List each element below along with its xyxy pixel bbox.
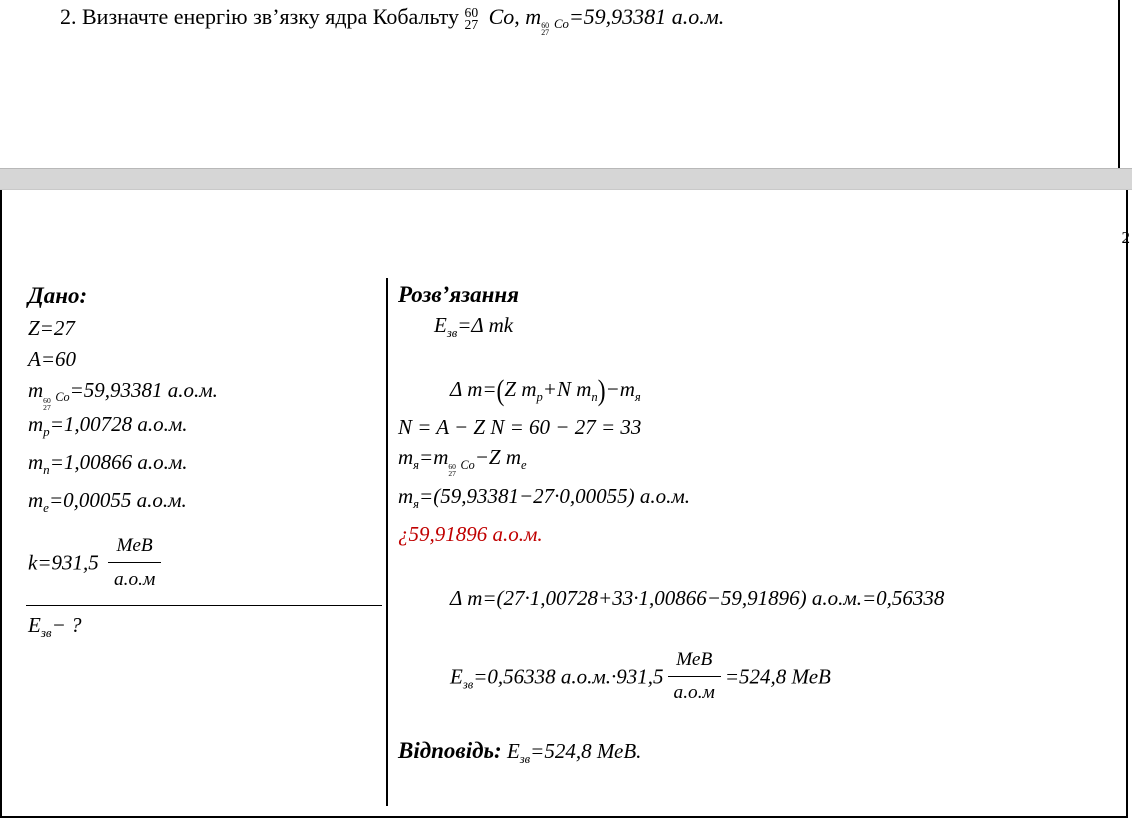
mass-defect-nmn-sub: n xyxy=(591,390,598,405)
given-value-z: Z=27 xyxy=(28,316,75,340)
given-k-fraction xyxy=(108,530,161,595)
close-paren: ) xyxy=(597,375,606,408)
given-find-question: − ? xyxy=(51,613,82,638)
solution-line-mass-defect-formula xyxy=(398,374,1118,412)
given-row-m-p: $m_p=1,00728$ а.о.м. xyxy=(28,412,188,440)
problem-statement-panel xyxy=(0,0,1120,168)
given-solution-divider xyxy=(386,278,388,806)
given-k-numerator: МеВ xyxy=(108,530,161,563)
solution-line-mass-defect-calc: Δ m=(27·1,00728+33·1,00866−59,91896) а.о.м.=0,56338 xyxy=(450,585,945,610)
mass-defect-zmp: Z m xyxy=(504,377,537,402)
given-find-subscript: зв xyxy=(40,625,52,641)
given-title: Дано: xyxy=(28,283,88,308)
nucleus-mass-tail-sub: e xyxy=(521,458,527,473)
answer-symbol-sub: зв xyxy=(519,751,531,766)
nucleus-mass-sub: я xyxy=(413,458,420,473)
solution-title: Розв’язання xyxy=(398,282,520,307)
panel-separator xyxy=(0,168,1132,190)
problem-statement-line xyxy=(60,2,725,38)
energy-calc-fraction xyxy=(668,645,721,708)
energy-frac-numerator: МеВ xyxy=(668,645,721,677)
isotope-notation xyxy=(464,3,488,33)
given-find-symbol: E xyxy=(28,613,41,638)
mass-sub-symbol: Co xyxy=(553,17,569,32)
energy-calc-sub: зв xyxy=(462,677,474,692)
nucleus-iso-charge: 27 xyxy=(448,469,456,479)
nucleus-mass-tail: −Z m xyxy=(474,445,522,470)
energy-calc-body: =0,56338 а.о.м.·931,5 xyxy=(473,664,664,689)
mass-defect-minus-m-sub: я xyxy=(634,390,641,405)
given-row-find xyxy=(28,610,378,648)
mass-defect-minus-m: −m xyxy=(605,377,635,402)
mass-variable: m xyxy=(525,4,542,29)
energy-frac-denominator: а.о.м xyxy=(673,681,715,703)
answer-label: Відповідь: xyxy=(398,737,502,763)
isotope-symbol: Co xyxy=(488,4,515,29)
nucleus-mass-result: ¿59,91896 а.о.м. xyxy=(398,521,543,546)
given-row-a xyxy=(28,344,378,375)
solution-column xyxy=(398,280,1118,774)
energy-calc-tail: =524,8 МеВ xyxy=(724,664,831,689)
solution-line-nucleus-mass-formula xyxy=(398,442,1118,480)
nucleus-mass-symbol: m xyxy=(398,445,414,470)
mass-sub-atomic-number: 27 xyxy=(541,28,550,38)
given-value-a: A=60 xyxy=(28,347,76,371)
nucleus-iso-symbol: Co xyxy=(460,457,475,472)
formula-e-body: =Δ mk xyxy=(457,313,514,337)
answer-value: =524,8 МеВ. xyxy=(530,738,642,763)
formula-e-subscript: зв xyxy=(446,326,458,341)
statement-comma: , xyxy=(514,4,520,29)
formula-e-symbol: E xyxy=(434,313,447,337)
given-k-denominator: а.о.м xyxy=(114,568,156,590)
answer-symbol: E xyxy=(506,738,520,763)
mass-defect-nmn: +N m xyxy=(542,377,592,402)
isotope-mass-number: 60 xyxy=(464,4,479,20)
given-row-m-e: $m_e=0,00055$ а.о.м. xyxy=(28,488,187,516)
solution-panel-left-border xyxy=(0,190,2,818)
given-column xyxy=(28,280,378,648)
nucleus-mass-eq: =m xyxy=(419,445,449,470)
solution-line-neutron-count: N = A − Z N = 60 − 27 = 33 xyxy=(398,415,642,440)
solution-answer-line xyxy=(398,736,1118,774)
nucleus-subst-symbol: m xyxy=(398,483,414,508)
problem-text: Визначте енергію зв’язку ядра Кобальту xyxy=(82,4,460,29)
given-m-co-charge: 27 xyxy=(43,402,51,412)
mass-defect-zmp-sub: p xyxy=(536,390,543,405)
given-k-label: k=931,5 xyxy=(28,549,99,574)
isotope-atomic-number: 27 xyxy=(464,17,479,33)
open-paren: ( xyxy=(496,375,505,408)
given-m-co-subscript xyxy=(43,390,70,412)
mass-sub-mass-number: 60 xyxy=(541,21,550,31)
nucleus-mass-isotope-sub xyxy=(448,457,475,479)
solution-line-binding-energy-formula xyxy=(398,310,1118,348)
mass-subscript-isotope xyxy=(541,17,569,38)
solution-line-nucleus-mass-substitution xyxy=(398,481,1118,519)
solution-line-energy-calc xyxy=(398,647,1118,710)
mass-units: а.о.м. xyxy=(671,4,725,29)
given-row-m-co: m $_{60 27 Co}$=59,93381 а.о.м. xyxy=(28,375,378,409)
edge-page-mark: 2 xyxy=(1121,228,1130,247)
given-row-k xyxy=(28,532,378,597)
given-row-z xyxy=(28,313,378,344)
given-rule xyxy=(26,605,382,607)
energy-calc-symbol: E xyxy=(450,664,463,689)
nucleus-iso-mass: 60 xyxy=(448,462,456,472)
mass-defect-lhs: Δ m= xyxy=(450,377,497,402)
mass-value: =59,93381 xyxy=(568,4,667,29)
solution-line-nucleus-mass-result xyxy=(398,519,1118,549)
given-m-co-mass: 60 xyxy=(43,395,51,405)
nucleus-subst-sub: я xyxy=(413,496,420,511)
given-m-co-symbol: Co xyxy=(55,390,70,405)
problem-number: 2. xyxy=(60,4,77,29)
given-row-m-n: $m_n=1,00866$ а.о.м. xyxy=(28,450,188,478)
nucleus-subst-body: =(59,93381−27·0,00055) а.о.м. xyxy=(419,483,691,508)
